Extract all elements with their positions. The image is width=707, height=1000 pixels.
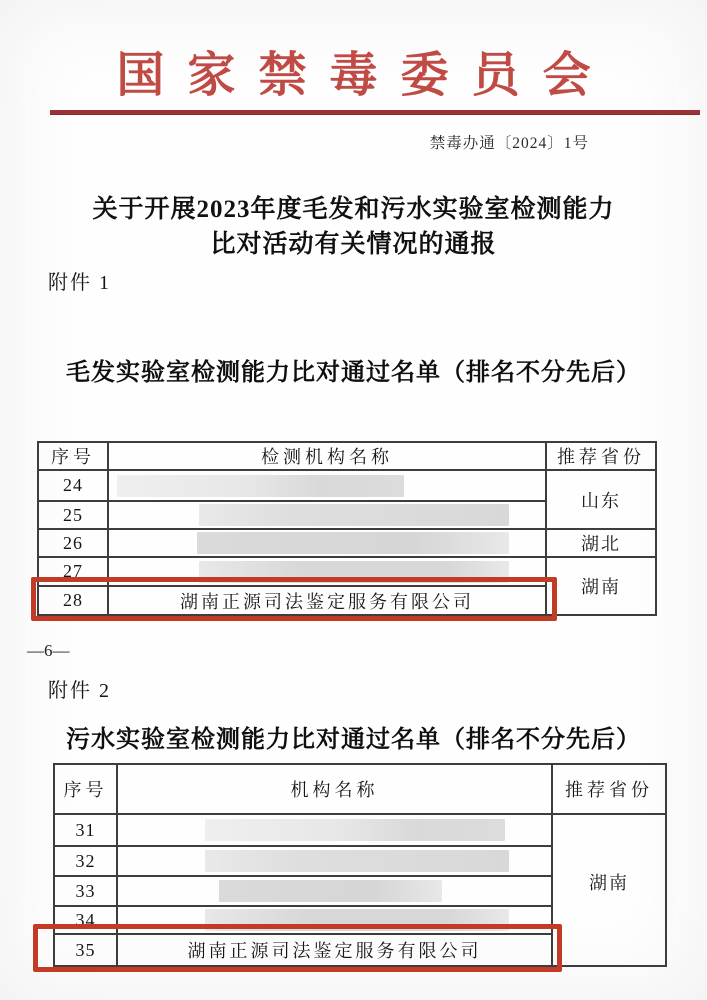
t2-row33-serial: 33 bbox=[54, 876, 117, 906]
t1-row24-name bbox=[108, 470, 546, 501]
table-row bbox=[38, 529, 656, 557]
letterhead-divider-rule bbox=[50, 110, 700, 115]
t1-header-province: 推荐省份 bbox=[546, 442, 656, 470]
t1-header-name: 检测机构名称 bbox=[108, 442, 546, 470]
org-name-heading: 国家禁毒委员会 bbox=[116, 49, 614, 102]
t1-row27-name bbox=[108, 557, 546, 586]
redacted-name-bar bbox=[117, 475, 404, 497]
t1-row26-serial: 26 bbox=[38, 529, 108, 557]
sewage-lab-pass-table bbox=[53, 763, 667, 967]
attachment1-section-title: 毛发实验室检测能力比对通过名单（排名不分先后） bbox=[66, 360, 641, 386]
redacted-name-bar bbox=[197, 532, 509, 554]
table-row bbox=[38, 470, 656, 501]
attachment2-label: 附件 2 bbox=[48, 680, 111, 702]
t1-row25-name bbox=[108, 501, 546, 529]
redacted-name-bar bbox=[205, 850, 509, 872]
document-number: 禁毒办通〔2024〕1号 bbox=[429, 135, 589, 152]
table-row bbox=[38, 557, 656, 586]
t2-header-province: 推荐省份 bbox=[552, 764, 666, 814]
redacted-name-bar bbox=[205, 819, 505, 841]
t1-row26-name bbox=[108, 529, 546, 557]
redacted-name-bar bbox=[199, 561, 509, 583]
attachment2-section-title: 污水实验室检测能力比对通过名单（排名不分先后） bbox=[66, 727, 641, 753]
t2-row32-name bbox=[117, 846, 552, 876]
t1-province-hubei: 湖北 bbox=[546, 529, 656, 557]
t2-row33-name bbox=[117, 876, 552, 906]
t1-row24-serial: 24 bbox=[38, 470, 108, 501]
notice-title-line1: 关于开展2023年度毛发和污水实验室检测能力 bbox=[92, 196, 615, 223]
t2-header-name: 机构名称 bbox=[117, 764, 552, 814]
t1-province-shandong: 山东 bbox=[546, 470, 656, 529]
t1-province-hunan: 湖南 bbox=[546, 557, 656, 615]
table-row bbox=[54, 814, 666, 846]
t1-header-serial: 序号 bbox=[38, 442, 108, 470]
t1-row28-name: 湖南正源司法鉴定服务有限公司 bbox=[108, 586, 546, 615]
page-number: —6— bbox=[27, 641, 70, 660]
redacted-name-bar bbox=[199, 504, 509, 526]
hair-lab-pass-table bbox=[37, 441, 657, 616]
redacted-name-bar bbox=[205, 909, 509, 931]
attachment1-label: 附件 1 bbox=[48, 272, 111, 294]
t2-row34-serial: 34 bbox=[54, 906, 117, 934]
t1-row28-serial: 28 bbox=[38, 586, 108, 615]
t2-row32-serial: 32 bbox=[54, 846, 117, 876]
t2-province-hunan: 湖南 bbox=[552, 814, 666, 966]
t2-row31-name bbox=[117, 814, 552, 846]
t2-row35-serial: 35 bbox=[54, 934, 117, 966]
t1-row25-serial: 25 bbox=[38, 501, 108, 529]
notice-title-line2: 比对活动有关情况的通报 bbox=[210, 231, 497, 258]
t2-row35-name: 湖南正源司法鉴定服务有限公司 bbox=[117, 934, 552, 966]
t2-header-serial: 序号 bbox=[54, 764, 117, 814]
t1-row27-serial: 27 bbox=[38, 557, 108, 586]
t2-row31-serial: 31 bbox=[54, 814, 117, 846]
redacted-name-bar bbox=[219, 880, 442, 902]
t2-row34-name bbox=[117, 906, 552, 934]
